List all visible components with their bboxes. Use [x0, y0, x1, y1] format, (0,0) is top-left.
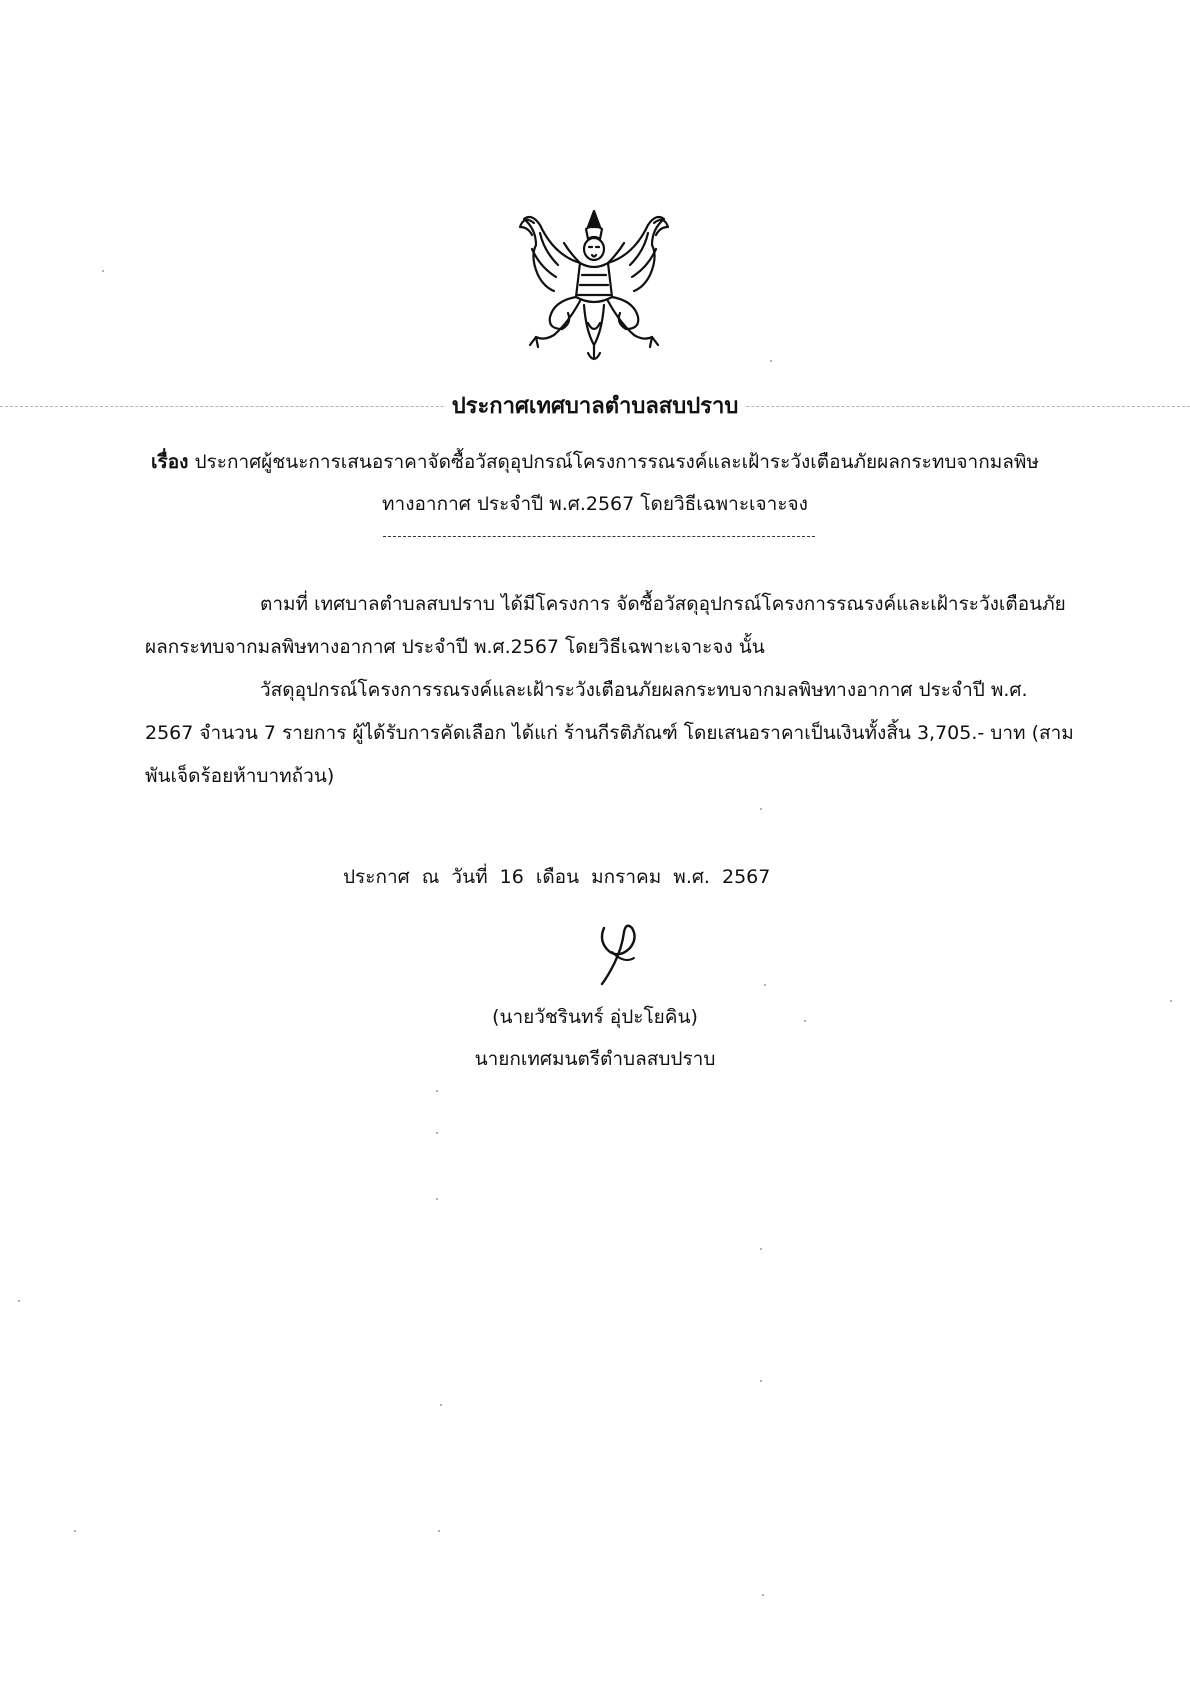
paragraph-2-text: วัสดุอุปกรณ์โครงการรณรงค์และเฝ้าระวังเตือนภัยผลกระทบจากมลพิษทางอากาศ ประจำปี พ.ศ. 2567 จำนวน 7 รายการ ผู้ได้รับการคัดเลือก ได้แก่ ร้านกีรติภัณฑ์ โดยเสนอราคาเป็นเงินทั้งสิ้น 3,705.- บาท (สามพันเจ็ดร้อยห้าบาทถ้วน) [145, 679, 1074, 787]
title-divider [383, 536, 815, 537]
scan-speck [74, 1530, 76, 1532]
garuda-emblem-icon [514, 205, 674, 380]
handwritten-signature [590, 918, 650, 986]
scan-speck [1170, 1000, 1172, 1002]
paragraph-1-text: ตามที่ เทศบาลตำบลสบปราบ ได้มีโครงการ จัดซื้อวัสดุอุปกรณ์โครงการรณรงค์และเฝ้าระวังเตือนภัยผลกระทบจากมลพิษทางอากาศ ประจำปี พ.ศ.2567 โดยวิธีเฉพาะเจาะจง นั้น [145, 593, 1066, 658]
signatory-position: นายกเทศมนตรีตำบลสบปราบ [474, 1048, 716, 1070]
scan-speck [762, 1594, 764, 1596]
scan-speck [804, 1020, 806, 1022]
scan-speck [436, 1198, 438, 1200]
scan-speck [438, 1530, 440, 1532]
scan-speck [770, 360, 772, 362]
scan-speck [102, 270, 104, 272]
signatory-name: (นายวัชรินทร์ อุ่ปะโยคิน) [492, 1006, 698, 1028]
announcement-date: ประกาศ ณ วันที่ 16 เดือน มกราคม พ.ศ. 2567 [343, 866, 771, 888]
scan-speck [440, 1404, 442, 1406]
scan-speck [760, 1248, 762, 1250]
subject-text-1: ประกาศผู้ชนะการเสนอราคาจัดซื้อวัสดุอุปกรณ์โครงการรณรงค์และเฝ้าระวังเตือนภัยผลกระทบจากมลพิษ [194, 451, 1039, 473]
scan-speck [436, 1132, 438, 1134]
scan-speck [436, 1090, 438, 1092]
scan-speck [760, 808, 762, 810]
scan-speck [764, 984, 766, 986]
subject-label: เรื่อง [151, 451, 189, 473]
announcement-title [0, 393, 1190, 421]
subject-line-2: ทางอากาศ ประจำปี พ.ศ.2567 โดยวิธีเฉพาะเจาะจง [382, 493, 808, 515]
subject-line-1 [130, 441, 1060, 483]
scan-speck [760, 1380, 762, 1382]
body-paragraph-1 [145, 583, 1075, 669]
announcement-subject [130, 441, 1060, 525]
scan-speck [18, 1300, 20, 1302]
body-paragraph-2 [145, 669, 1075, 798]
announcement-title-text: ประกาศเทศบาลตำบลสบปราบ [446, 394, 745, 419]
